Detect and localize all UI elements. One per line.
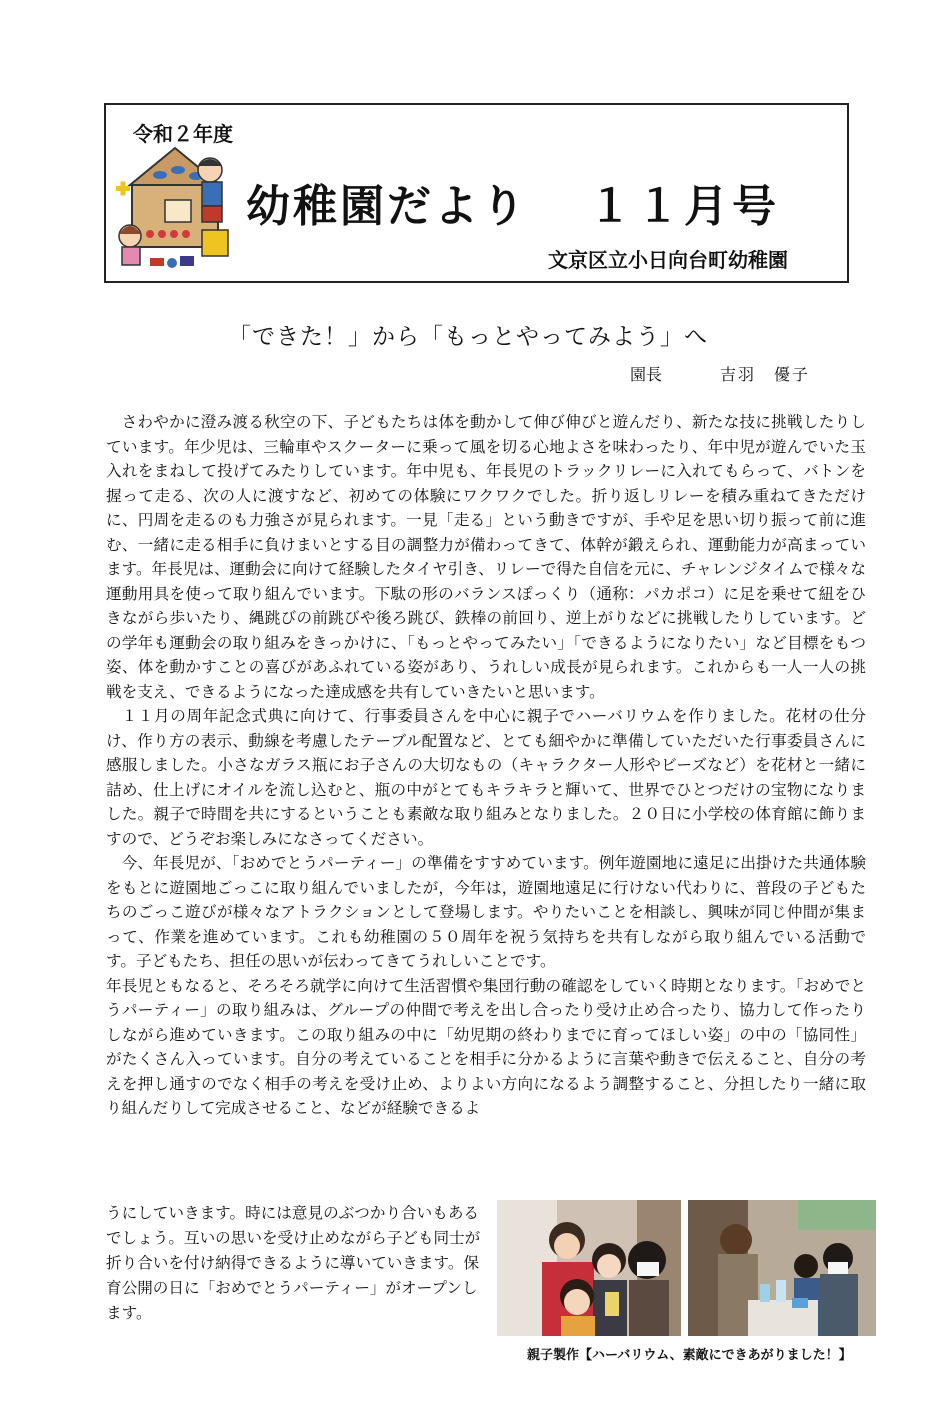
header-year: 令和２年度 — [133, 122, 233, 146]
photo-caption: 親子製作【ハーバリウム、素敵にできあがりました！】 — [527, 1348, 852, 1363]
paragraph: 年長児ともなると、そろそろ就学に向けて生活習慣や集団行動の確認をしていく時期となります。「おめでとうパーティー」の取り組みは、グループの仲間で考えを出し合ったり受け止め合ったり、協力して作ったりしながら進めていきます。この取り組みの中に「幼児期の終わりまでに育ってほしい姿」の中の「協同性」がたくさん入っています。自分の考えていることを相手に分かるように言葉や動きで伝えること、自分の考えを押し通すのでなく相手の考えを受け止め、よりよい方向になるよう調整すること、分担したり一緒に取り組んだりして完成させること、などが経験できるよ — [106, 976, 866, 1117]
paragraph-continuation: うにしていきます。時には意見のぶつかり合いもあるでしょう。互いの思いを受け止めながら子ども同士が折り合いを付け納得できるように導いていきます。保育公開の日に「おめでとうパーティー」がオープンします。 — [106, 1204, 481, 1322]
playhouse-illustration — [110, 130, 240, 275]
article-body — [106, 410, 866, 1121]
photo-herbarium-making — [688, 1200, 876, 1336]
newsletter-title: 幼稚園だより — [246, 181, 528, 232]
author-name: 吉羽 優子 — [720, 365, 811, 384]
author-role: 園長 — [630, 365, 663, 384]
school-name: 文京区立小日向台町幼稚園 — [548, 248, 788, 272]
paragraph: さわやかに澄み渡る秋空の下、子どもたちは体を動かして伸び伸びと遊んだり、新たな技に挑戦したりしています。年少児は、三輪車やスクーターに乗って風を切る心地よさを味わったり、年中児が遊んでいた玉入れをまねして投げてみたりしています。年中児も、年長児のトラックリレーに入れてもらって、バトンを握って走る、次の人に渡すなど、初めての体験にワクワクでした。折り返しリレーを積み重ねてきただけに、円周を走るのも力強さが見られます。一見「走る」という動きですが、手や足を思い切り振って前に進む、一緒に走る相手に負けまいとする目の調整力が備わってきて、体幹が鍛えられ、運動能力が高まっています。年長児は、運動会に向けて経験したタイヤ引き、リレーで得た自信を元に、チャレンジタイムで様々な運動用具を使って取り組んでいます。下駄の形のバランスぽっくり（通称：パカポコ）に足を乗せて紐をひきながら歩いたり、縄跳びの前跳びや後ろ跳び、鉄棒の前回り、逆上がりなどに挑戦したりしています。どの学年も運動会の取り組みをきっかけに、「もっとやってみたい」「できるようになりたい」など目標をもつ姿、体を動かすことの喜びがあふれている姿があり、うれしい成長が見られます。これからも一人一人の挑戦を支え、できるようになった達成感を共有していきたいと思います。 — [106, 413, 867, 701]
issue-number: １１月号 — [588, 181, 780, 232]
photo-family-selfie — [497, 1200, 681, 1336]
paragraph: 今、年長児が、「おめでとうパーティー」の準備をすすめています。例年遊園地に遠足に出掛けた共通体験をもとに遊園地ごっこに取り組んでいましたが，今年は，遊園地遠足に行けない代わりに、普段の子どもたちのごっこ遊びが様々なアトラクションとして登場します。やりたいことを相談し、興味が同じ仲間が集まって、作業を進めています。これも幼稚園の５０周年を祝う気持ちを共有しながら取り組んでいる活動です。子どもたち、担任の思いが伝わってきてうれしいことです。 — [106, 854, 866, 970]
article-headline: 「できた！」から「もっとやってみよう」へ — [228, 324, 708, 350]
paragraph: １１月の周年記念式典に向けて、行事委員さんを中心に親子でハーバリウムを作りました。花材の仕分け、作り方の表示、動線を考慮したテーブル配置など、とても細やかに準備していただいた行事委員さんに感服しました。小さなガラス瓶にお子さんの大切なもの（キャラクター人形やビーズなど）を花材と一緒に詰め、仕上げにオイルを流し込むと、瓶の中がとてもキラキラと輝いて、世界でひとつだけの宝物になりました。親子で時間を共にするということも素敵な取り組みとなりました。２０日に小学校の体育館に飾りますので、どうぞお楽しみになさってください。 — [106, 707, 866, 848]
